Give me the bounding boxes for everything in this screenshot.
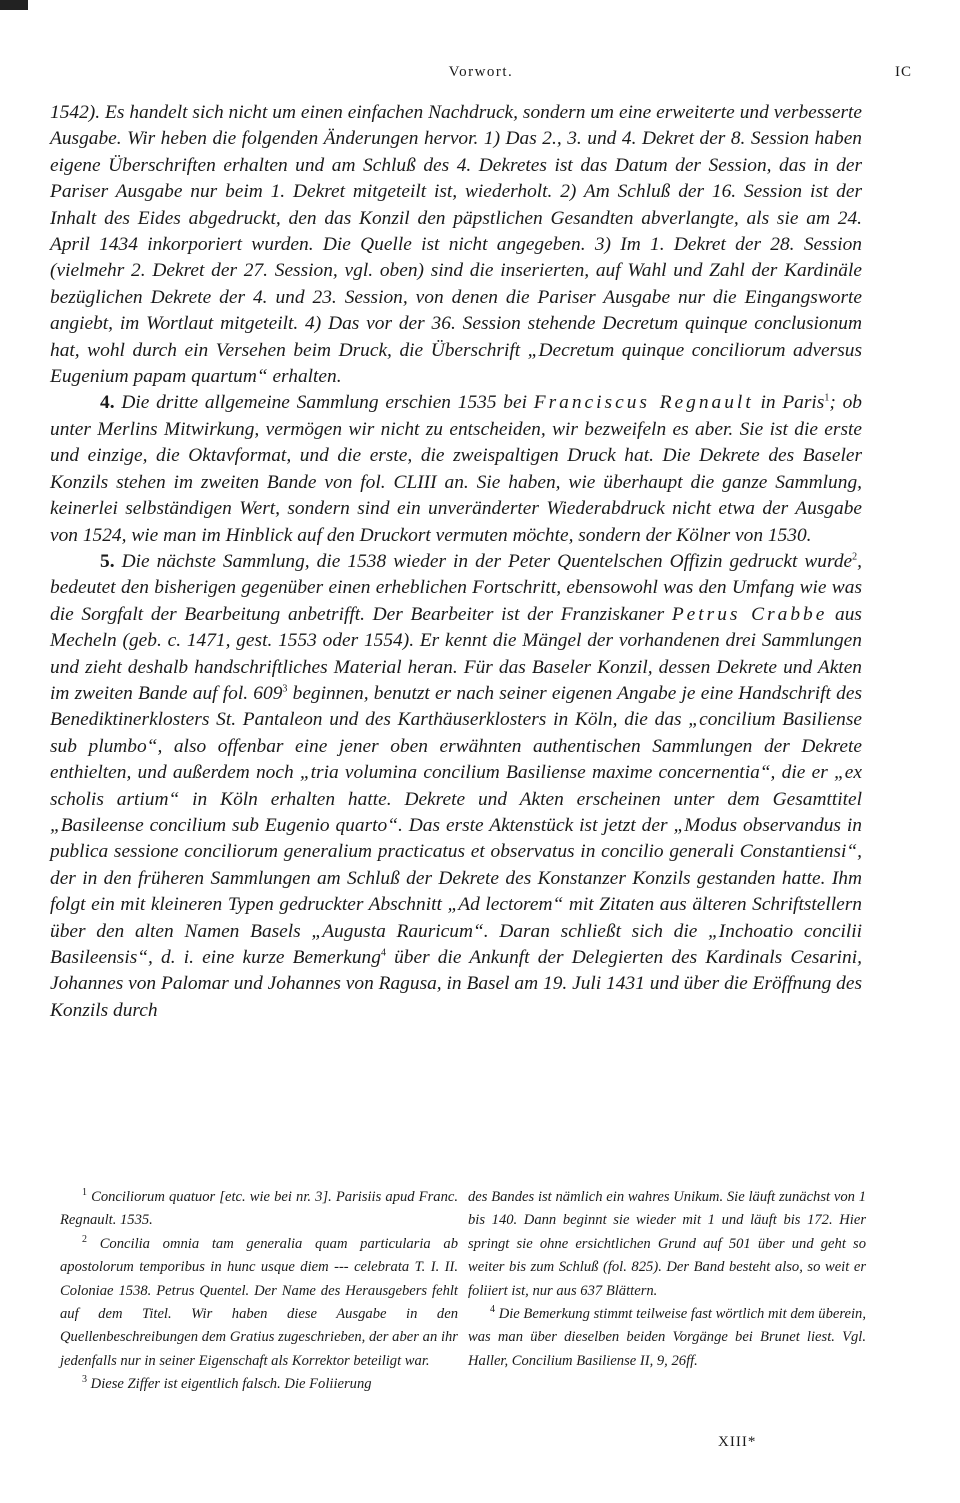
paragraph-continuation: 1542). Es handelt sich nicht um einen einfachen Nachdruck, sondern um eine erweiterte und verbesserte Ausgabe. Wir heben die folgenden Änderungen hervor. 1) Das 2., 3. und 4. Dekret der 8. Session haben eigene Überschriften erhalten und am Schluß des 4. Dekretes ist das Datum der Session, das in der Pariser Ausgabe nur beim 1. Dekret mitgeteilt ist, wiederholt. 2) Am Schluß der 16. Session ist der Inhalt des Eides abgedruckt, den das Konzil den päpstlichen Gesandten abverlangte, als sie am 24. April 1434 inkorporiert wurden. Die Quelle ist nicht angegeben. 3) Im 1. Dekret der 28. Session (vielmehr 2. Dekret der 27. Session, vgl. oben) sind die inserierten, auf Wahl und Zahl der Kardinäle bezüglichen Dekrete der 4. und 23. Session, von denen die Pariser Ausgabe nur die Eingangsworte angiebt, im Wortlaut mitgeteilt. 4) Das vor der 36. Session stehende Decretum quinque conclusionum hat, wohl durch ein Versehen beim Druck, die Überschrift „Decretum quinque conciliorum adversus Eugenium papam quartum“ erhalten. bbox=[50, 102, 862, 388]
footnote-ref: 3 bbox=[282, 683, 288, 695]
paragraph-text: Die dritte allgemeine Sammlung erschien 1535 bei bbox=[121, 392, 527, 414]
person-name: Franciscus Regnault bbox=[533, 392, 754, 414]
paragraph-text: ; ob unter Merlins Mitwirkung, vermögen wir nicht zu entscheiden, wir bezweifeln es aber. Sie ist die erste und einzige, die Oktavformat, und die erste, die zweispaltigen Druck hat. Die Dekrete des Baseler Konzils stehen im zweiten Bande von fol. CLIII an. Sie haben, wie überhaupt die ganze Sammlung, keinerlei selbständigen Wert, sondern sind ein unveränderter Wiederabdruck nicht etwa der Ausgabe von 1524, wie man im Hinblick auf den Druckort vermuten möchte, sondern der Kölner von 1530. bbox=[50, 392, 862, 546]
paragraph-text: über die Ankunft der Delegierten des Kardinals Cesarini, Johannes von Palomar und Johannes von Ragusa, in Basel am 19. Juli 1431 und über die Eröffnung des Konzils durch bbox=[50, 947, 862, 1021]
footnote-mark: 2 bbox=[82, 1233, 87, 1245]
paragraph-text: , bedeutet den bisherigen gegenüber einen erheblichen Fortschritt, ebensowohl was den Umfang wie was die Sorgfalt der Bearbeitung anbetrifft. Der Bearbeiter ist der Franziskaner bbox=[50, 550, 862, 625]
footnote-ref: 1 bbox=[824, 393, 830, 404]
paragraph-text: in Paris bbox=[760, 392, 825, 414]
footnote-mark: 1 bbox=[82, 1187, 87, 1199]
paragraph-text: Die nächste Sammlung, die 1538 wieder in der Peter Quentelschen Offizin gedruckt wurde bbox=[121, 550, 853, 572]
person-name: Petrus Crabbe bbox=[671, 603, 828, 625]
footnote-ref: 4 bbox=[380, 947, 386, 959]
footnote-mark: 3 bbox=[82, 1374, 87, 1386]
footnote-text: Die Bemerkung stimmt teilweise fast wörtlich mit dem überein, was man über dieselben beiden Vorgänge bei Brunet liest. Vgl. Haller, Concilium Basiliense II, 9, 26ff. bbox=[468, 1306, 866, 1369]
paragraph-number: 5. bbox=[100, 550, 115, 572]
sheet-signature: XIII* bbox=[718, 1434, 757, 1450]
footnote-ref: 2 bbox=[852, 551, 858, 563]
page-number: IC bbox=[895, 64, 912, 80]
paragraph-text: beginnen, benutzt er nach seiner eigenen Angabe je eine Handschrift des Benediktinerklosters St. Pantaleon und des Karthäuserklosters in Köln, die das „concilium Basiliense sub plumbo“, also offenbar eine jener oben erwähnten authentischen Sammlungen der Dekrete enthielten, und außerdem noch „tria volumina concilium Basiliense maxime concernentia“, die er „ex scholis artium“ in Köln erhalten hatte. Dekrete und Akten erscheinen unter dem Gesamttitel „Basileense concilium sub Eugenio quarto“. Das erste Aktenstück ist jetzt der „Modus observandus in publica sessione conciliorum generalium practicatus et observatus in concilio generali Constantiensi“, der in den früheren Sammlungen am Schluß der Dekrete des Konstanzer Konzils gestanden hatte. Ihm folgt ein mit kleineren Typen gedruckter Abschnitt „Ad lectorem“ mit Zitaten aus älteren Schriftstellern über den alten Namen Basels „Augusta Rauricum“. Daran schließt sich die „Inchoatio concilii Basileensis“, d. i. eine kurze Bemerkung bbox=[50, 682, 862, 968]
footnote-column-right bbox=[468, 1186, 866, 1397]
footnote-text: Concilia omnia tam generalia quam particularia ab apostolorum temporibus in hunc usque diem --- celebrata T. I. II. Coloniae 1538. Petrus Quentel. Der Name des Herausgebers fehlt auf dem Titel. Wir haben diese Ausgabe in den Quellenbeschreibungen dem Gratius zugeschrieben, der aber an ihr jedenfalls nur in seiner Eigenschaft als Korrektor beteiligt war. bbox=[60, 1235, 458, 1369]
page-header bbox=[50, 64, 912, 90]
footnote-4 bbox=[468, 1303, 866, 1373]
footnote-2 bbox=[60, 1233, 458, 1373]
paragraph-number: 4. bbox=[100, 392, 115, 414]
running-title: Vorwort. bbox=[448, 64, 514, 80]
footnote-text: Conciliorum quatuor [etc. wie bei nr. 3]. Parisiis apud Franc. Regnault. 1535. bbox=[60, 1189, 458, 1229]
footnote-3-continuation: des Bandes ist nämlich ein wahres Unikum. Sie läuft zunächst von 1 bis 140. Dann beginnt sie wieder mit 1 und läuft bis 172. Hier springt sie ohne ersichtlichen Grund auf 501 über und geht so weiter bis zum Schluß (fol. 825). Der Band besteht also, so weit er foliiert ist, nur aus 637 Blättern. bbox=[468, 1189, 866, 1299]
footnote-column-left bbox=[60, 1186, 458, 1397]
footnote-3 bbox=[60, 1373, 458, 1396]
footnote-1 bbox=[60, 1186, 458, 1233]
paragraph-text: aus Mecheln (geb. c. 1471, gest. 1553 oder 1554). Er kennt die Mängel der vorhandenen drei Sammlungen und zieht deshalb handschriftliches Material heran. Für das Baseler Konzil, dessen Dekrete und Akten im zweiten Bande auf fol. 609 bbox=[50, 603, 862, 704]
footnotes bbox=[60, 1186, 866, 1397]
paragraph-4 bbox=[50, 390, 862, 548]
paragraph-5 bbox=[50, 549, 862, 1024]
scan-corner-mark bbox=[0, 0, 28, 10]
footnote-text: Diese Ziffer ist eigentlich falsch. Die Foliierung bbox=[90, 1376, 372, 1393]
footnote-mark: 4 bbox=[490, 1304, 495, 1316]
main-text bbox=[50, 100, 862, 1024]
